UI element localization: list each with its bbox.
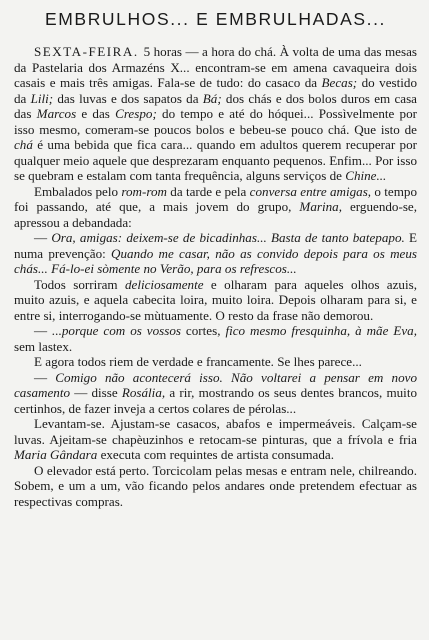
text-run: — disse [70, 385, 122, 400]
text-run: chá [14, 137, 33, 152]
text-run: a rir, mostrando os seus dentes brancos, muito certinhos, de fazer inveja a certos colares de pérolas... [14, 385, 418, 416]
text-run: sem lastex. [14, 338, 73, 354]
text-run: conversa entre amigas, [249, 183, 372, 199]
text-run: executa com requintes de artista consumada. [97, 447, 334, 462]
text-run: Todos sorriram [34, 276, 125, 292]
text-run: o tempo foi passando, até que, a mais jovem do grupo, [14, 183, 417, 214]
text-run: O elevador está perto. Torcicolam pelas mesas e entram nele, chilreando. Sobem, e um a um, vão ficando pelos andares onde pretendem efectuar as respectivas compras. [14, 462, 417, 509]
paragraph [14, 323, 417, 354]
text-run: Marcos [36, 106, 77, 121]
article-title: EMBRULHOS... E EMBRULHADAS... [44, 9, 387, 29]
text-run: E agora todos riem de verdade e francamente. Se lhes parece... [34, 354, 362, 369]
text-run: Marina, [299, 199, 342, 214]
text-run: ...porque com os vossos [52, 323, 181, 338]
text-run: Bá; [202, 90, 222, 106]
text-run: cortes, [180, 323, 226, 338]
text-run: deliciosamente [124, 276, 204, 292]
paragraph [14, 416, 417, 463]
text-run: Rosália, [121, 385, 166, 400]
text-run: das luvas e dos sapatos da [53, 90, 203, 106]
text-run: 5 horas — a hora do chá. À volta de uma das mesas da Pastelaria dos Armazéns X... encontram-se em amena cavaqueira dois casais e mais três amigas. Fala-se de tudo: do casaco da [14, 44, 417, 90]
text-run: Maria Gândara [14, 447, 98, 462]
text-run: Lili; [30, 90, 54, 106]
text-run: fico mesmo fresquinha, à mãe Eva, [225, 323, 417, 338]
text-run: — [34, 230, 52, 245]
paragraph [14, 277, 417, 324]
text-run: Becas; [321, 75, 358, 90]
text-run: e olharam para aqueles olhos azuis, muito azuis, e aquela cabecita loira, muito loira. Depois olharam para si, e entre si, interrogando-se mùtuamente. O resto da frase não demorou. [14, 276, 417, 323]
text-run: SEXTA-FEIRA. [34, 44, 144, 59]
text-run: Crespo; [115, 106, 157, 121]
text-run: rom-rom [121, 183, 167, 199]
paragraph [14, 463, 417, 510]
paragraph [14, 370, 417, 417]
paragraph [14, 44, 417, 184]
text-run: Quando me casar, não as convido depois para os meus chás... Fá-lo-ei sòmente no Verão, para os refrescos... [14, 245, 417, 276]
text-run: do vestido da [14, 75, 417, 106]
text-run: Chine... [345, 168, 387, 183]
paragraph [14, 230, 417, 277]
text-run: Comigo não acontecerá isso. Não voltarei a pensar em novo casamento [14, 369, 417, 400]
paragraph [14, 184, 417, 231]
text-run: — [34, 323, 53, 338]
text-run: da tarde e pela [166, 183, 250, 199]
text-run: Embalados pelo [34, 183, 122, 199]
text-run: do tempo e até do hóquei... Possìvelmente por isso mesmo, comeram-se poucos bolos e bebeu-se pouco chá. Que isto de [14, 106, 418, 137]
text-run: Ora, amigas: deixem-se de bicadinhas... Basta de tanto batepapo. [51, 230, 405, 245]
paragraph [14, 354, 417, 370]
text-run: e das [76, 106, 116, 121]
article-body [14, 44, 417, 509]
text-run: é uma bebida que fica cara... quando em adultos querem recuperar por qualquer meio aquele que desprezaram enquanto pequenos. Enfim... Por isso se quebram e estalam com tanta frequência, alguns serviços de [14, 137, 417, 183]
text-run: erguendo-se, apressou a debandada: [14, 199, 418, 230]
text-run: — [34, 369, 56, 385]
text-run: dos chás e dos bolos duros em casa das [14, 90, 417, 121]
text-run: Levantam-se. Ajustam-se casacos, abafos e impermeáveis. Calçam-se luvas. Ajeitam-se chapèuzinhos e retocam-se pinturas, que a frívola e fria [14, 416, 417, 447]
text-run: E numa prevenção: [14, 230, 418, 261]
